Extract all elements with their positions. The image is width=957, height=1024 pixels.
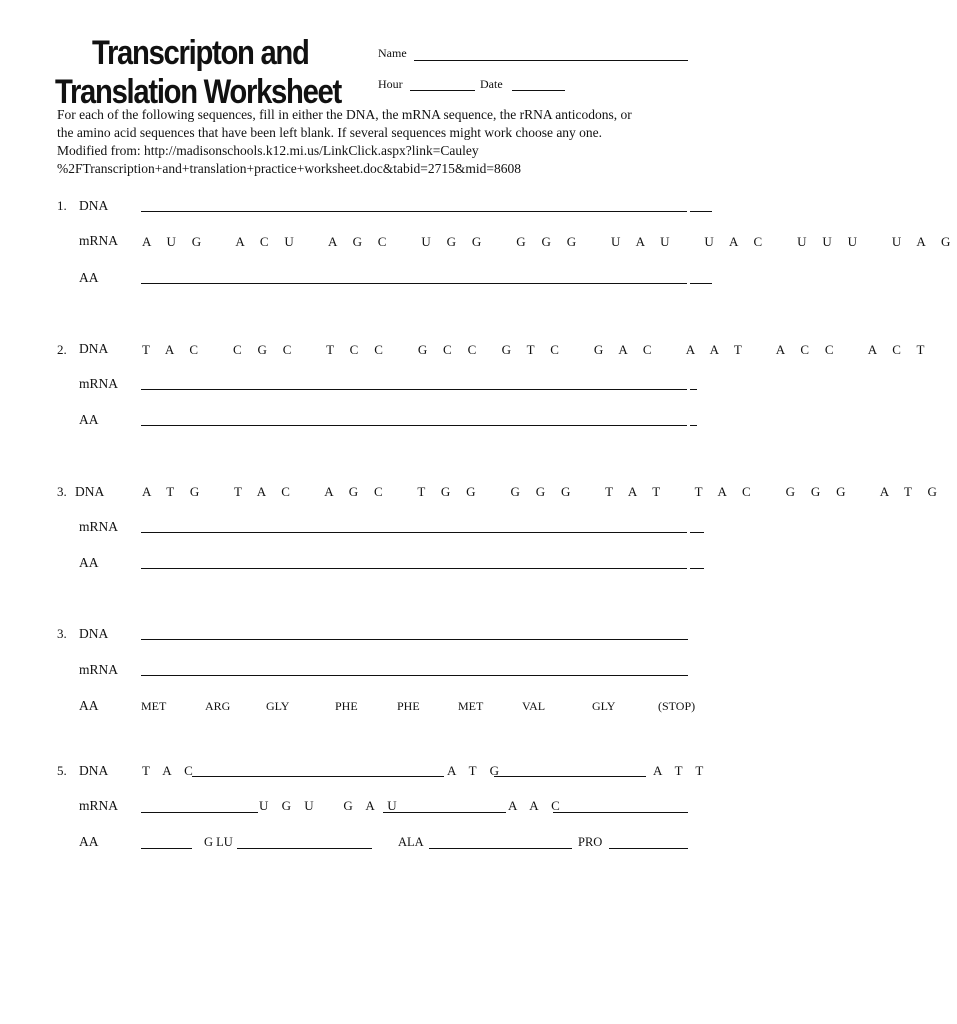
problem-3-number: 3.: [57, 484, 67, 499]
problem-5-aa-blank-2[interactable]: [237, 848, 372, 849]
problem-5-aa-fragment: PRO: [578, 835, 603, 849]
problem-4-dna-label: DNA: [79, 626, 109, 641]
problem-4-amino-acid: (STOP): [658, 699, 696, 713]
problem-4-dna-blank[interactable]: [141, 639, 688, 640]
problem-3-mrna-label: mRNA: [79, 519, 119, 534]
hour-blank[interactable]: [410, 90, 475, 91]
problem-4-amino-acid: PHE: [335, 699, 358, 713]
problem-5-aa-blank-1[interactable]: [141, 848, 192, 849]
problem-4-amino-acid: ARG: [205, 699, 231, 713]
problem-1-number: 1.: [57, 198, 67, 213]
problem-1-mrna-label: mRNA: [79, 233, 119, 248]
problem-3-mrna-blank[interactable]: [141, 532, 687, 533]
date-blank[interactable]: [512, 90, 565, 91]
problem-5-mrna-blank-1[interactable]: [141, 812, 258, 813]
problem-5-mrna-blank-2[interactable]: [383, 812, 506, 813]
problem-1-aa-blank-tail: [690, 283, 712, 284]
worksheet-title-line-2: Translation Worksheet: [55, 73, 341, 111]
problem-3-mrna-blank-tail: [690, 532, 704, 533]
name-blank[interactable]: [414, 60, 688, 61]
problem-3-aa-blank-tail: [690, 568, 704, 569]
problem-5-aa-blank-3[interactable]: [429, 848, 572, 849]
problem-1-dna-blank-tail: [690, 211, 712, 212]
problem-2-aa-blank-tail: [690, 425, 697, 426]
problem-3-aa-blank[interactable]: [141, 568, 687, 569]
hour-label: Hour: [378, 77, 403, 91]
problem-2-aa-label: AA: [79, 412, 99, 427]
problem-5-mrna-blank-3[interactable]: [553, 812, 688, 813]
problem-1-aa-label: AA: [79, 270, 99, 285]
problem-1-dna-blank[interactable]: [141, 211, 687, 212]
problem-5-dna-blank-1[interactable]: [192, 776, 444, 777]
problem-4-amino-acid: MET: [141, 699, 167, 713]
problem-5-aa-fragment: G LU: [204, 835, 233, 849]
problem-4-mrna-blank[interactable]: [141, 675, 688, 676]
problem-4-amino-acid: MET: [458, 699, 484, 713]
problem-5-dna-fragment: T A C: [142, 763, 198, 778]
problem-4-amino-acid: GLY: [266, 699, 290, 713]
problem-5-mrna-fragment: U G U G A U: [259, 798, 402, 813]
problem-5-dna-fragment: A T T: [653, 763, 709, 778]
problem-5-number: 5.: [57, 763, 67, 778]
problem-2-number: 2.: [57, 342, 67, 357]
problem-3-aa-label: AA: [79, 555, 99, 570]
problem-1-mrna-sequence: A U G A C U A G C U G G G G G U A U U A C U U U U A G: [142, 234, 957, 249]
problem-4-amino-acid: VAL: [522, 699, 546, 713]
problem-4-amino-acid: PHE: [397, 699, 420, 713]
problem-2-mrna-label: mRNA: [79, 376, 119, 391]
problem-4-amino-acid: GLY: [592, 699, 616, 713]
problem-4-mrna-label: mRNA: [79, 662, 119, 677]
problem-5-dna-label: DNA: [79, 763, 109, 778]
problem-2-mrna-blank-tail: [690, 389, 697, 390]
date-label: Date: [480, 77, 503, 91]
problem-5-mrna-fragment: A A C: [508, 798, 565, 813]
problem-2-aa-blank[interactable]: [141, 425, 687, 426]
name-label: Name: [378, 46, 407, 60]
worksheet-title-line-1: Transcripton and: [92, 34, 309, 72]
problem-3-dna-sequence: A T G T A C A G C T G G G G G T A T T A C G G G A T G: [142, 484, 944, 499]
problem-1-aa-blank[interactable]: [141, 283, 687, 284]
problem-5-dna-fragment: A T G: [447, 763, 505, 778]
problem-2-dna-sequence: T A C C G C T C C G C C G T C G A C A A T A C C A C T: [142, 342, 931, 357]
instructions-paragraph: For each of the following sequences, fill in either the DNA, the mRNA sequence, the rRNA anticodons, or the amino acid sequences that have been left blank. If several sequences might work choose any one. Modified from: http://madisonschools.k12.mi.us/LinkClick.aspx?link=Cauley %2FTranscription+and+translation+practice+worksheet.doc&tabid=2715&mid=8608: [57, 107, 632, 176]
problem-5-aa-blank-4[interactable]: [609, 848, 688, 849]
problem-5-dna-blank-2[interactable]: [494, 776, 646, 777]
problem-2-dna-label: DNA: [79, 341, 109, 356]
problem-5-aa-label: AA: [79, 834, 99, 849]
problem-4-number: 3.: [57, 626, 67, 641]
problem-3-dna-label: DNA: [75, 484, 105, 499]
problem-2-mrna-blank[interactable]: [141, 389, 687, 390]
problem-5-mrna-label: mRNA: [79, 798, 119, 813]
problem-5-aa-fragment: ALA: [398, 835, 424, 849]
problem-4-aa-label: AA: [79, 698, 99, 713]
problem-1-dna-label: DNA: [79, 198, 109, 213]
